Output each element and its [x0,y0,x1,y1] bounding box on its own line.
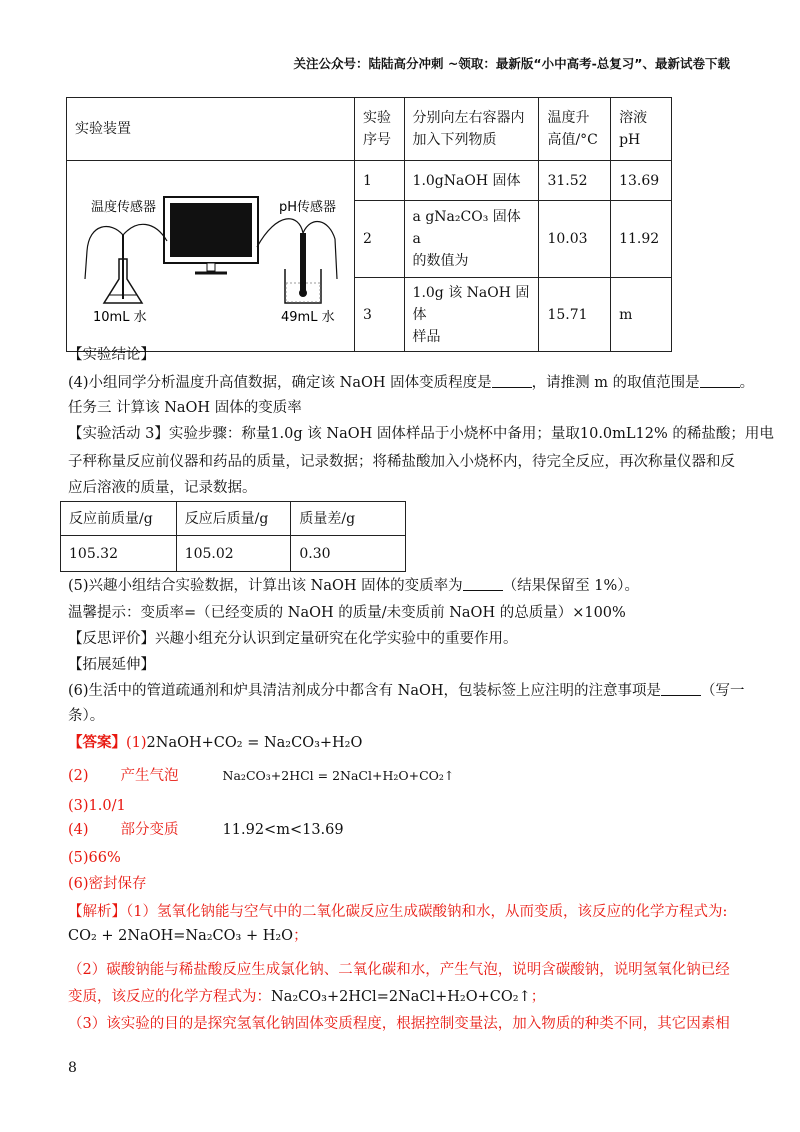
question-5: (5)兴趣小组结合实验数据，计算出该 NaOH 固体的变质率为 （结果保留至 1%）。 [68,578,639,594]
header-seq: 实验 序号 [355,98,405,161]
answer-blank [492,373,532,388]
experiment-table [66,97,672,352]
header-apparatus: 实验装置 [67,98,355,161]
task-3-heading: 任务三 计算该 NaOH 固体的变质率 [68,400,302,416]
answer-3: (3)1.0/1 [68,798,126,814]
row3-ph: m [611,278,672,352]
activity-3-line-1: 【实验活动 3】实验步骤：称量1.0g 该 NaOH 固体样品于小烧杯中备用；量取10.0mL12% 的稀盐酸；用电 [68,426,774,442]
table-header-row [67,98,672,161]
analysis-line-2: CO₂ + 2NaOH=Na₂CO₃ + H₂O； [68,928,308,944]
apparatus-cell [67,161,355,352]
equation: Na₂CO₃+2HCl = 2NaCl+H₂O+CO₂↑ [222,768,455,783]
row1-substance: 1.0gNaOH 固体 [404,161,539,201]
mass-diff-value: 0.30 [291,536,406,572]
temp-sensor-label: 温度传感器 [91,200,157,215]
apparatus-diagram [67,161,354,344]
table-header-row [61,502,406,536]
row1-temp: 31.52 [539,161,611,201]
answer-2: (2) 产生气泡 Na₂CO₃+2HCl = 2NaCl+H₂O+CO₂↑ [68,768,455,784]
reflection-line: 【反思评价】兴趣小组充分认识到定量研究在化学实验中的重要作用。 [68,631,518,647]
answer-blank [463,576,503,591]
row2-substance: a gNa₂CO₃ 固体 a 的数值为 [404,201,539,278]
left-volume-label: 10mL 水 [93,310,147,325]
header-temp: 温度升 高值/°C [539,98,611,161]
ph-sensor-label: pH传感器 [279,200,337,215]
row1-ph: 13.69 [611,161,672,201]
after-mass-value: 105.02 [176,536,291,572]
header-substance: 分别向左右容器内 加入下列物质 [404,98,539,161]
question-6-line-1: (6)生活中的管道疏通剂和炉具清洁剂成分中都含有 NaOH，包装标签上应注明的注意事项是 （写一 [68,683,745,699]
header-mass-diff: 质量差/g [291,502,406,536]
page-number: 8 [68,1060,77,1076]
analysis-line-4: 变质，该反应的化学方程式为：Na₂CO₃+2HCl=2NaCl+H₂O+CO₂↑； [68,989,546,1005]
table-row [67,161,672,201]
hint-line: 温馨提示：变质率=（已经变质的 NaOH 的质量/未变质前 NaOH 的总质量）×100% [68,605,626,621]
answer-label: 【答案】 [68,734,126,751]
equation: Na₂CO₃+2HCl=2NaCl+H₂O+CO₂↑ [271,989,531,1005]
right-volume-label: 49mL 水 [281,310,335,325]
answer-5: (5)66% [68,850,121,866]
equation: 2NaOH+CO₂ = Na₂CO₃+H₂O [146,735,363,751]
answer-6: (6)密封保存 [68,876,147,892]
header-ph: 溶液 pH [611,98,672,161]
extension-heading: 【拓展延伸】 [68,657,155,673]
answer-1: 【答案】(1)2NaOH+CO₂ = Na₂CO₃+H₂O [68,734,363,751]
analysis-line-3: （2）碳酸钠能与稀盐酸反应生成氯化钠、二氧化碳和水，产生气泡，说明含碳酸钠，说明氢氧化钠已经 [68,962,730,978]
row3-substance: 1.0g 该 NaOH 固体 样品 [404,278,539,352]
row2-seq: 2 [355,201,405,278]
conclusion-heading: 【实验结论】 [68,347,155,363]
header-before-mass: 反应前质量/g [61,502,177,536]
answer-blank [700,373,740,388]
row2-ph: 11.92 [611,201,672,278]
analysis-line-1: 【解析】（1）氢氧化钠能与空气中的二氧化碳反应生成碳酸钠和水，从而变质，该反应的化学方程式为: [68,904,728,920]
analysis-line-5: （3）该实验的目的是探究氢氧化钠固体变质程度，根据控制变量法，加入物质的种类不同，其它因素相 [68,1016,730,1032]
equation: CO₂ + 2NaOH=Na₂CO₃ + H₂O [68,928,294,944]
question-4: (4)小组同学分析温度升高值数据，确定该 NaOH 固体变质程度是 ，请推测 m 的取值范围是 。 [68,375,755,391]
row3-temp: 15.71 [539,278,611,352]
activity-3-line-3: 应后溶液的质量，记录数据。 [68,480,257,496]
table-row [61,536,406,572]
row2-temp: 10.03 [539,201,611,278]
answer-blank [661,681,701,696]
before-mass-value: 105.32 [61,536,177,572]
question-6-line-2: 条）。 [68,708,105,724]
answer-4: (4) 部分变质 11.92<m<13.69 [68,822,344,838]
activity-3-line-2: 子秤称量反应前仪器和药品的质量，记录数据；将稀盐酸加入小烧杯内，待完全反应，再次称量仪器和反 [68,454,735,470]
header-after-mass: 反应后质量/g [176,502,291,536]
mass-table [60,501,406,572]
row3-seq: 3 [355,278,405,352]
row1-seq: 1 [355,161,405,201]
page-header: 关注公众号：陆陆高分冲刺 ~领取：最新版“小中高考-总复习”、最新试卷下载 [293,56,730,71]
